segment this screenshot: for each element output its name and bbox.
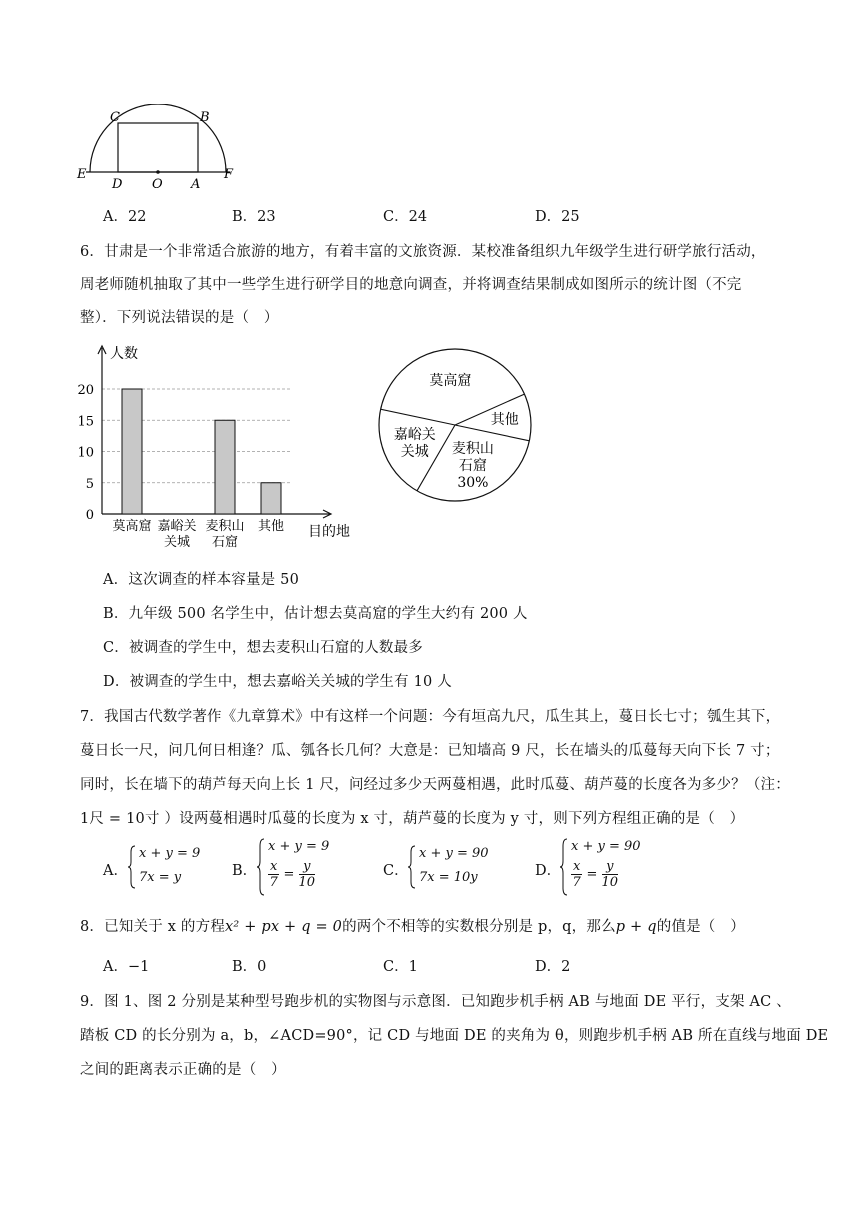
- q7-option-a-key[interactable]: A．: [103, 863, 128, 879]
- q7-option-d-system[interactable]: [559, 837, 649, 899]
- x-axis-label: 目的地: [308, 524, 350, 540]
- q9-stem-line-1: 9．图 1、图 2 分别是某种型号跑步机的实物图与示意图．已知跑步机手柄 AB 与地面 DE 平行，支架 AC 、: [80, 994, 791, 1010]
- q6-option-b[interactable]: B．九年级 500 名学生中，估计想去莫高窟的学生大约有 200 人: [103, 606, 528, 622]
- pie-chart: [375, 345, 535, 505]
- y-tick-label: 10: [77, 445, 94, 461]
- q7-b-eq2: $\frac{x}{7}$ = $\frac{y}{10}$: [269, 859, 316, 890]
- q5-option-c[interactable]: C．24: [383, 209, 428, 225]
- q7-option-b-system[interactable]: [256, 837, 336, 899]
- brace-icon: [256, 837, 266, 897]
- label-D: D: [112, 177, 123, 192]
- bar-chart: [72, 338, 372, 560]
- bar: [261, 483, 281, 514]
- q6-stem-line-2: 周老师随机抽取了其中一些学生进行研学目的地意向调查，并将调查结果制成如图所示的统计图（不完: [80, 277, 742, 293]
- q9-stem-line-2: 踏板 CD 的长分别为 a，b，∠ACD=90°，记 CD 与地面 DE 的夹角为 θ，则跑步机手柄 AB 所在直线与地面 DE: [80, 1028, 829, 1044]
- q7-d-eq1: x + y = 90: [571, 839, 641, 854]
- q5-option-a[interactable]: A．22: [103, 209, 147, 225]
- x-tick-label: 关城: [163, 535, 191, 550]
- q7-stem-line-3: 同时，长在墙下的葫芦每天向上长 1 尺，问经过多少天两蔓相遇，此时瓜蔓、葫芦蔓的长度各为多少？（注：: [80, 777, 790, 793]
- label-C: C: [110, 110, 120, 125]
- y-tick-label: 0: [85, 508, 94, 523]
- q8-option-a[interactable]: A．−1: [103, 959, 150, 975]
- q6-stem-line-3: 整）．下列说法错误的是（ ）: [80, 310, 279, 326]
- label-E: E: [77, 167, 87, 182]
- y-axis-label: 人数: [110, 346, 138, 362]
- pie-label-text: 嘉峪关: [393, 426, 436, 443]
- q6-option-c[interactable]: C．被调查的学生中，想去麦积山石窟的人数最多: [103, 640, 423, 656]
- q7-a-eq1: x + y = 9: [139, 846, 201, 861]
- q7-stem-line-1: 7．我国古代数学著作《九章算术》中有这样一个问题：今有垣高九尺，瓜生其上，蔓日长七寸；瓠生其下，: [80, 709, 781, 725]
- y-tick-label: 5: [85, 476, 94, 492]
- pie-label-text: 莫高窟: [429, 373, 472, 390]
- label-O: O: [152, 177, 163, 192]
- q7-option-c-key[interactable]: C．: [383, 863, 409, 879]
- q8-option-b[interactable]: B．0: [232, 959, 267, 975]
- x-tick-label: 麦积山: [205, 519, 245, 534]
- q7-option-c-system[interactable]: [407, 844, 497, 892]
- y-tick-label: 20: [77, 383, 94, 398]
- semicircle-rectangle-figure: [72, 104, 242, 194]
- q8-stem: 8．已知关于 x 的方程x² + px + q = 0的两个不相等的实数根分别是 p，q，那么p + q的值是（ ）: [80, 919, 745, 935]
- x-tick-label: 其他: [257, 519, 285, 534]
- x-tick-label: 莫高窟: [112, 519, 152, 534]
- bar: [215, 420, 235, 514]
- pie-label-text: 30%: [457, 475, 489, 492]
- q7-stem-line-2: 蔓日长一尺，问几何日相逢？瓜、瓠各长几何？大意是：已知墙高 9 尺，长在墙头的瓜蔓每天向下长 7 寸；: [80, 743, 780, 759]
- q7-option-a-system[interactable]: [127, 844, 207, 892]
- pie-slice-label: [429, 372, 471, 389]
- q7-c-eq2: 7x = 10y: [419, 870, 478, 885]
- q5-option-d[interactable]: D．25: [535, 209, 580, 225]
- q7-c-eq1: x + y = 90: [419, 846, 489, 861]
- label-A: A: [191, 177, 201, 192]
- q8-equation: x² + px + q = 0: [225, 919, 343, 935]
- pie-label-text: 石窟: [458, 458, 487, 475]
- bar: [122, 389, 142, 514]
- q7-option-d-key[interactable]: D．: [535, 863, 562, 879]
- q7-d-eq2: $\frac{x}{7}$ = $\frac{y}{10}$: [572, 859, 619, 890]
- q7-a-eq2: 7x = y: [139, 870, 182, 885]
- q8-option-c[interactable]: C．1: [383, 959, 418, 975]
- brace-icon: [127, 844, 137, 890]
- q8-expr: p + q: [615, 919, 657, 935]
- label-F: F: [224, 167, 234, 182]
- q6-option-d[interactable]: D．被调查的学生中，想去嘉峪关关城的学生有 10 人: [103, 674, 452, 690]
- y-tick-label: 15: [77, 414, 94, 430]
- pie-label-text: 关城: [400, 443, 429, 460]
- pie-label-text: 其他: [490, 411, 519, 428]
- q7-option-b-key[interactable]: B．: [232, 863, 258, 879]
- q6-option-a[interactable]: A．这次调查的样本容量是 50: [103, 572, 300, 588]
- pie-label-text: 麦积山: [451, 441, 494, 458]
- q8-option-d[interactable]: D．2: [535, 959, 571, 975]
- q9-stem-line-3: 之间的距离表示正确的是（ ）: [80, 1062, 286, 1078]
- brace-icon: [559, 837, 569, 897]
- x-tick-label: 嘉峪关: [157, 519, 197, 534]
- q7-stem-line-4: 1尺 = 10寸 ）设两蔓相遇时瓜蔓的长度为 x 寸，葫芦蔓的长度为 y 寸，则下列方程组正确的是（ ）: [80, 811, 745, 827]
- x-tick-label: 石窟: [211, 535, 239, 550]
- q7-b-eq1: x + y = 9: [268, 839, 330, 854]
- brace-icon: [407, 844, 417, 890]
- pie-slice-label: [491, 412, 519, 428]
- q6-stem-line-1: 6．甘肃是一个非常适合旅游的地方，有着丰富的文旅资源．某校准备组织九年级学生进行研学旅行活动，: [80, 244, 766, 260]
- q5-option-b[interactable]: B．23: [232, 209, 276, 225]
- label-B: B: [200, 110, 210, 125]
